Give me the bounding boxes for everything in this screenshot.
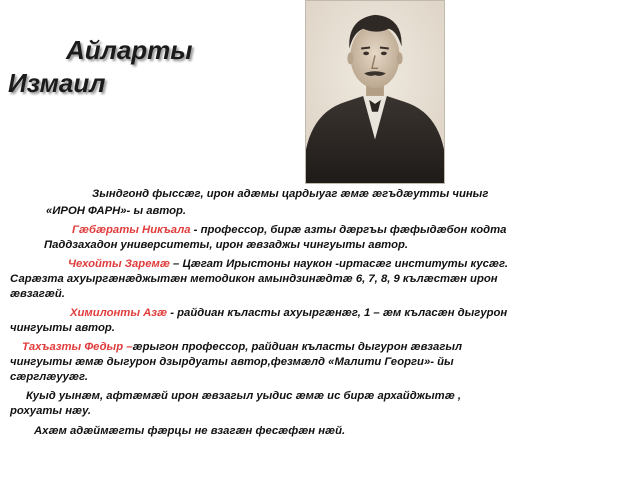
- title-line-1: Айларты: [66, 35, 193, 65]
- text-fragment: рохуаты нæу.: [10, 405, 92, 418]
- body-text: [0, 187, 640, 439]
- paragraph-gaebaerty-line1: [0, 223, 640, 238]
- text-fragment: æрыгон профессор, райдиан къласты дыгурон æвзагыл: [132, 340, 463, 353]
- paragraph-gaebaerty-line2: [0, 238, 640, 253]
- paragraph-author-intro: [0, 187, 640, 202]
- person-name-takhazty: Тахъазты Федыр –: [22, 340, 133, 353]
- paragraph-conclusion-line1: [0, 389, 640, 404]
- paragraph-takhazty-line3: [0, 370, 640, 385]
- paragraph-chekhoity-line1: [0, 257, 640, 272]
- text-fragment: - райдиан къласты ахуыргæнæг, 1 – æм къласæн дыгурон: [167, 306, 508, 319]
- text-fragment: Ахæм адæймæгты фæрцы не взагæн фесæфæн нæй.: [34, 424, 346, 437]
- text-fragment: чингуыты æмæ дыгурон дзырдуаты автор,фезмæлд «Малити Георги»- йы: [10, 356, 454, 369]
- paragraph-takhazty-line1: [0, 340, 640, 355]
- portrait-photo: [305, 0, 445, 184]
- page-title: [8, 34, 193, 100]
- person-name-chekhoity: Чехойты Заремæ: [68, 257, 170, 270]
- text-fragment: Сарæзта ахуыргæнæджытæн методикон амындзинæдтæ 6, 7, 8, 9 кълæстæн ирон: [10, 273, 498, 286]
- text-fragment: - профессор, бирæ азты дæргъы фæфыдæбон кодта: [190, 223, 507, 236]
- person-name-khimilonty: Химилонты Азæ: [70, 306, 168, 319]
- title-line-2: Измаил: [8, 68, 106, 98]
- paragraph-book-title: [0, 204, 640, 219]
- text-fragment: сæрглæууæг.: [10, 371, 88, 384]
- text-fragment: æвзагæй.: [10, 288, 65, 301]
- paragraph-khimilonty-line2: [0, 321, 640, 336]
- paragraph-chekhoity-line3: [0, 287, 640, 302]
- person-name-gaebaerty: Гæбæраты Никъала: [72, 223, 191, 236]
- paragraph-closing: [0, 424, 640, 439]
- text-fragment: Куыд уынæм, афтæмæй ирон æвзагыл уыдис æмæ ис бирæ архайджытæ ,: [26, 389, 462, 402]
- portrait-photo-icon: [306, 1, 444, 183]
- paragraph-chekhoity-line2: [0, 272, 640, 287]
- text-fragment: Зындгонд фыссæг, ирон адæмы цардыуаг æмæ æгъдæутты чиныг: [92, 188, 489, 200]
- text-fragment: чингуыты автор.: [10, 322, 115, 335]
- text-fragment: «ИРОН ФАРН»- ы автор.: [46, 205, 187, 218]
- paragraph-khimilonty-line1: [0, 306, 640, 321]
- text-fragment: – Цæгат Ирыстоны наукон -иртасæг институты кусæг.: [169, 257, 508, 270]
- text-fragment: Паддзахадон университеты, ирон æвзаджы чингуыты автор.: [44, 239, 409, 252]
- paragraph-conclusion-line2: [0, 404, 640, 419]
- paragraph-takhazty-line2: [0, 355, 640, 370]
